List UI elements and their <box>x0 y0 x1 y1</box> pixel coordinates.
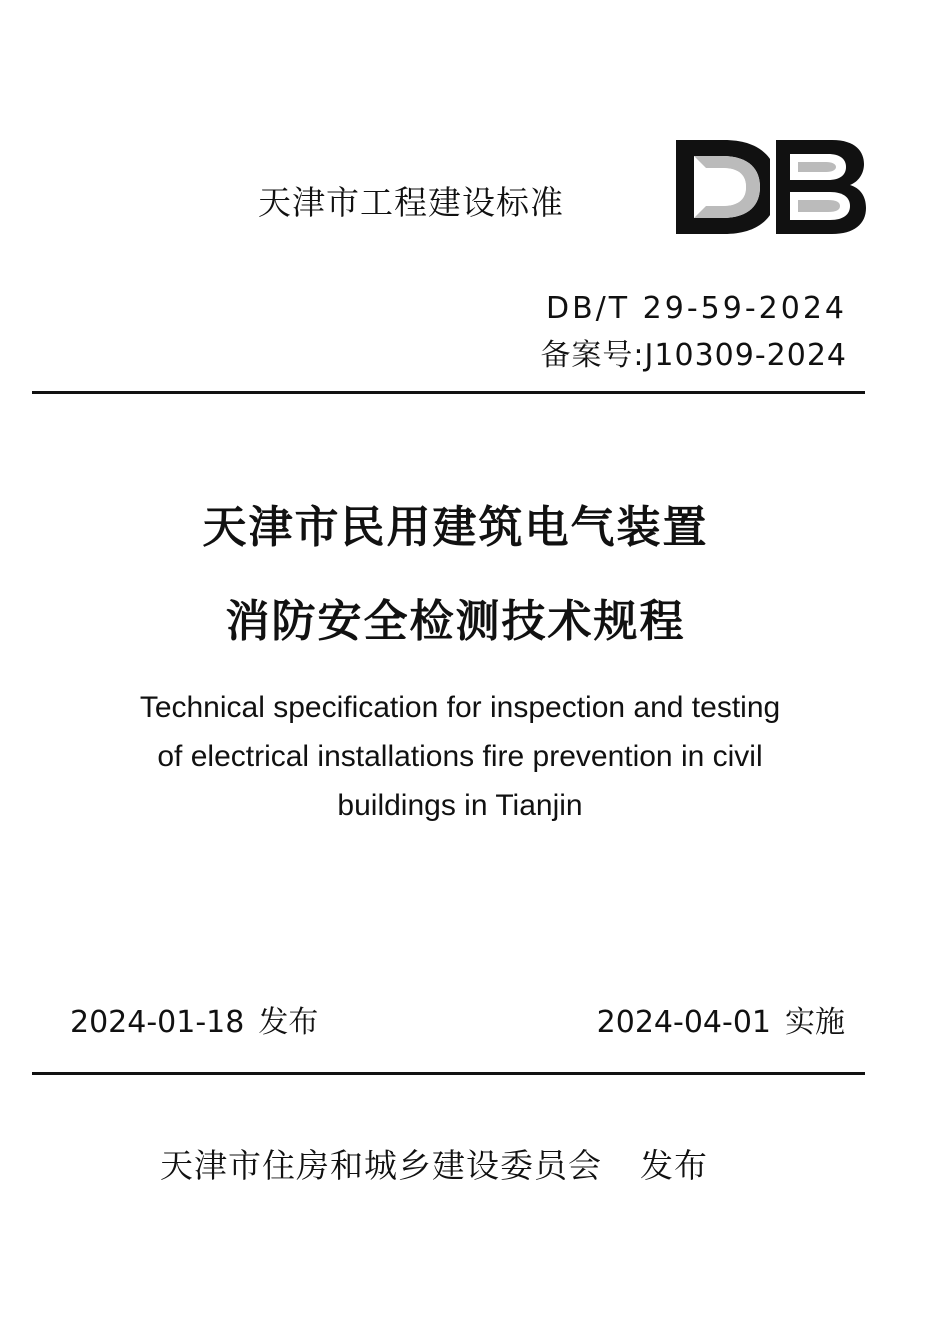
english-title <box>60 683 860 830</box>
issue-date: 2024-01-18 <box>70 1005 245 1040</box>
db-logo-d-core <box>706 168 746 206</box>
db-logo <box>672 134 868 240</box>
db-logo-b-lower-bevel <box>798 200 840 212</box>
implementation-date: 2024-04-01 <box>596 1005 771 1040</box>
db-logo-stem-gap <box>770 140 776 234</box>
english-title-line-2: of electrical installations fire prevention in civil <box>157 740 763 773</box>
issue-label: 发布 <box>258 1005 319 1040</box>
english-title-line-1: Technical specification for inspection and testing <box>139 691 781 724</box>
issuer-publish-label: 发布 <box>640 1146 708 1185</box>
chinese-title-line-2: 消防安全检测技术规程 <box>225 596 686 647</box>
implementation-date-line <box>596 1005 845 1040</box>
issuing-authority: 天津市住房和城乡建设委员会 <box>160 1146 602 1185</box>
db-logo-b-upper-bevel <box>798 162 836 172</box>
standard-series-label: 天津市工程建设标准 <box>258 183 564 222</box>
issue-date-line <box>70 1005 319 1040</box>
bottom-divider <box>32 1072 865 1075</box>
english-title-line-3: buildings in Tianjin <box>337 789 583 822</box>
chinese-title-line-1: 天津市民用建筑电气装置 <box>202 502 709 553</box>
implementation-label: 实施 <box>785 1005 845 1040</box>
standard-number: DB/T 29-59-2024 <box>546 291 847 326</box>
issuer-line <box>160 1146 708 1185</box>
top-divider <box>32 391 865 394</box>
filing-number: 备案号:J10309-2024 <box>540 338 847 373</box>
